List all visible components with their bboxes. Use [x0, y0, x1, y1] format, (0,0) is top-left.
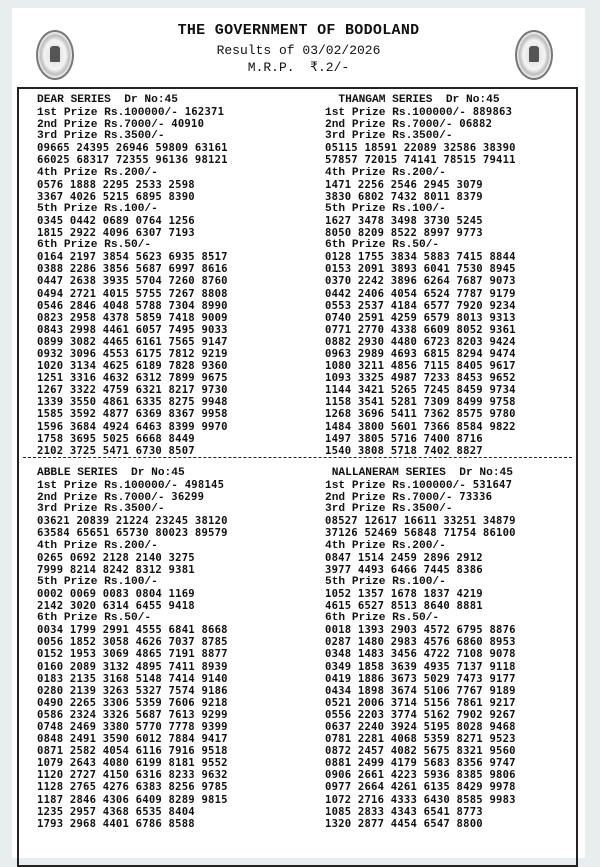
sixth-prize-numbers-row: 0128 1755 3834 5883 7415 8844 — [325, 251, 516, 264]
fifth-prize-numbers-row: 1815 2922 4096 6307 7193 — [37, 227, 195, 240]
sixth-prize-numbers-row: 0546 2846 4048 5788 7304 8990 — [37, 299, 228, 312]
fifth-prize-numbers-row: 0002 0069 0083 0804 1169 — [37, 587, 195, 600]
sixth-prize-numbers-row: 0932 3096 4553 6175 7812 9219 — [37, 347, 228, 360]
sixth-prize-numbers-row: 1596 3684 4924 6463 8399 9970 — [37, 420, 228, 433]
fifth-prize-numbers-row: 1627 3478 3498 3730 5245 — [325, 214, 483, 227]
fourth-prize-numbers-row: 1471 2256 2546 2945 3079 — [325, 178, 483, 191]
first-prize-line — [325, 106, 516, 118]
sixth-prize-numbers-row: 0152 1953 3069 4865 7191 8877 — [37, 648, 228, 661]
sixth-prize-numbers-row: 1158 3541 5281 7309 8499 9758 — [325, 396, 516, 409]
third-prize-numbers-row: 05115 18591 22089 32586 38390 — [325, 142, 516, 155]
third-prize-numbers-row: 57857 72015 74141 78515 79411 — [325, 154, 516, 167]
third-prize-numbers-row: 37126 52469 56848 71754 86100 — [325, 527, 516, 540]
sixth-prize-numbers-row: 1540 3808 5718 7402 8827 — [325, 444, 483, 457]
sixth-prize-numbers-row: 0963 2989 4693 6815 8294 9474 — [325, 347, 516, 360]
sixth-prize-numbers-row: 1079 2643 4080 6199 8181 9552 — [37, 757, 228, 770]
fifth-prize-label: 5th Prize Rs.100/- — [37, 202, 158, 215]
third-prize-numbers-row: 09665 24395 26946 59809 63161 — [37, 142, 228, 155]
second-prize-label: 2nd Prize Rs.7000/- — [37, 119, 165, 132]
sixth-prize-numbers-row: 1251 3316 4632 6312 7899 9675 — [37, 372, 228, 385]
sixth-prize-numbers-row: 1339 3550 4861 6335 8275 9948 — [37, 396, 228, 409]
sixth-prize-numbers-row: 0848 2491 3590 6012 7884 9417 — [37, 733, 228, 746]
sixth-prize-numbers-row: 1120 2727 4150 6316 8233 9632 — [37, 769, 228, 782]
sixth-prize-numbers-row: 0882 2930 4480 6723 8203 9424 — [325, 335, 516, 348]
fifth-prize-numbers-row: 1052 1357 1678 1837 4219 — [325, 587, 483, 600]
sixth-prize-numbers-row: 0348 1483 3456 4722 7108 9078 — [325, 648, 516, 661]
results-box — [17, 87, 578, 867]
series-title: ABBLE SERIES Dr No:45 — [37, 467, 185, 479]
result-date: Results of 03/02/2026 — [216, 43, 381, 58]
sixth-prize-label: 6th Prize Rs.50/- — [37, 612, 152, 625]
fifth-prize-label: 5th Prize Rs.100/- — [325, 202, 446, 215]
first-prize-label: 1st Prize Rs.100000/- — [325, 107, 466, 120]
second-prize-line — [37, 491, 228, 503]
second-prize-number: 73336 — [459, 491, 493, 504]
sixth-prize-numbers-row: 1793 2968 4401 6786 8588 — [37, 817, 195, 830]
sixth-prize-numbers-row: 0287 1480 2983 4576 6860 8953 — [325, 636, 516, 649]
third-prize-label: 3rd Prize Rs.3500/- — [37, 130, 165, 143]
sixth-prize-numbers-row: 1235 2957 4368 6535 8404 — [37, 805, 195, 818]
sixth-prize-numbers-row: 1497 3805 5716 7400 8716 — [325, 432, 483, 445]
sixth-prize-numbers-row: 0843 2998 4461 6057 7495 9033 — [37, 323, 228, 336]
sixth-prize-numbers-row: 0740 2591 4259 6579 8013 9313 — [325, 311, 516, 324]
section-divider — [23, 457, 572, 458]
sixth-prize-numbers-row: 1020 3134 4625 6189 7828 9360 — [37, 360, 228, 373]
third-prize-numbers-row: 66025 68317 72355 96136 98121 — [37, 154, 228, 167]
fourth-prize-numbers-row: 3830 6802 7432 8011 8379 — [325, 190, 483, 203]
fourth-prize-label: 4th Prize Rs.200/- — [325, 539, 446, 552]
sixth-prize-numbers-row: 0872 2457 4082 5675 8321 9560 — [325, 745, 516, 758]
fourth-prize-numbers-row: 0265 0692 2128 2140 3275 — [37, 551, 195, 564]
sixth-prize-numbers-row: 0490 2265 3306 5359 7606 9218 — [37, 696, 228, 709]
third-prize-label: 3rd Prize Rs.3500/- — [325, 503, 453, 516]
series-title: DEAR SERIES Dr No:45 — [37, 94, 178, 106]
third-prize-numbers-row: 63584 65651 65730 80023 89579 — [37, 527, 228, 540]
fifth-prize-label: 5th Prize Rs.100/- — [37, 575, 158, 588]
sixth-prize-numbers-row: 0442 2406 4054 6524 7787 9179 — [325, 287, 516, 300]
fifth-prize-numbers-row: 4615 6527 8513 8640 8881 — [325, 600, 483, 613]
sixth-prize-numbers-row: 0771 2770 4338 6609 8052 9361 — [325, 323, 516, 336]
sixth-prize-numbers-row: 0871 2582 4054 6116 7916 9518 — [37, 745, 228, 758]
second-prize-number: 40910 — [171, 118, 205, 131]
fifth-prize-numbers-row: 2142 3020 6314 6455 9418 — [37, 600, 195, 613]
sixth-prize-label: 6th Prize Rs.50/- — [37, 239, 152, 252]
sixth-prize-numbers-row: 1080 3211 4856 7115 8405 9617 — [325, 360, 516, 373]
sixth-prize-numbers-row: 1268 3696 5411 7362 8575 9780 — [325, 408, 516, 421]
series-abble — [37, 467, 228, 830]
sixth-prize-numbers-row: 0183 2135 3168 5148 7414 9140 — [37, 672, 228, 685]
mrp-price: M.R.P. ₹.2/- — [247, 60, 350, 75]
sixth-prize-numbers-row: 0906 2661 4223 5936 8385 9806 — [325, 769, 516, 782]
second-prize-line — [325, 491, 516, 503]
fourth-prize-numbers-row: 7999 8214 8242 8312 9381 — [37, 563, 195, 576]
second-prize-label: 2nd Prize Rs.7000/- — [325, 119, 453, 132]
first-prize-label: 1st Prize Rs.100000/- — [37, 480, 178, 493]
sixth-prize-numbers-row: 0419 1886 3673 5029 7473 9177 — [325, 672, 516, 685]
sixth-prize-numbers-row: 0899 3082 4465 6161 7565 9147 — [37, 335, 228, 348]
series-dear — [37, 94, 228, 457]
sixth-prize-numbers-row: 1187 2846 4306 6409 8289 9815 — [37, 793, 228, 806]
second-prize-number: 06882 — [459, 118, 493, 131]
sixth-prize-numbers-row: 1585 3592 4877 6369 8367 9958 — [37, 408, 228, 421]
sixth-prize-numbers-row: 0434 1898 3674 5106 7767 9189 — [325, 684, 516, 697]
sixth-prize-numbers-row: 0018 1393 2903 4572 6795 8876 — [325, 624, 516, 637]
fifth-prize-label: 5th Prize Rs.100/- — [325, 575, 446, 588]
sixth-prize-numbers-row: 0280 2139 3263 5327 7574 9186 — [37, 684, 228, 697]
fourth-prize-numbers-row: 0576 1888 2295 2533 2598 — [37, 178, 195, 191]
first-prize-line — [325, 479, 516, 491]
fourth-prize-numbers-row: 3977 4493 6466 7445 8386 — [325, 563, 483, 576]
fourth-prize-numbers-row: 3367 4026 5215 6895 8390 — [37, 190, 195, 203]
sixth-prize-numbers-row: 0160 2089 3132 4895 7411 8939 — [37, 660, 228, 673]
first-prize-line — [37, 479, 228, 491]
sixth-prize-numbers-row: 2102 3725 5471 6730 8507 — [37, 444, 195, 457]
sixth-prize-numbers-row: 0056 1852 3058 4626 7037 8785 — [37, 636, 228, 649]
sixth-prize-numbers-row: 1085 2833 4343 6541 8773 — [325, 805, 483, 818]
result-sheet — [12, 8, 585, 858]
sixth-prize-numbers-row: 1320 2877 4454 6547 8800 — [325, 817, 483, 830]
first-prize-number: 498145 — [184, 479, 225, 492]
series-nallaneram — [325, 467, 516, 830]
fourth-prize-label: 4th Prize Rs.200/- — [37, 539, 158, 552]
first-prize-number: 531647 — [472, 479, 513, 492]
fourth-prize-label: 4th Prize Rs.200/- — [325, 166, 446, 179]
first-prize-line — [37, 106, 228, 118]
sixth-prize-numbers-row: 0977 2664 4261 6135 8429 9978 — [325, 781, 516, 794]
sixth-prize-numbers-row: 0637 2240 3924 5195 8028 9468 — [325, 720, 516, 733]
sixth-prize-numbers-row: 0823 2958 4378 5859 7418 9009 — [37, 311, 228, 324]
sixth-prize-numbers-row: 1072 2716 4333 6430 8585 9983 — [325, 793, 516, 806]
sixth-prize-numbers-row: 0164 2197 3854 5623 6935 8517 — [37, 251, 228, 264]
third-prize-label: 3rd Prize Rs.3500/- — [37, 503, 165, 516]
sixth-prize-label: 6th Prize Rs.50/- — [325, 239, 440, 252]
third-prize-label: 3rd Prize Rs.3500/- — [325, 130, 453, 143]
sixth-prize-numbers-row: 1093 3325 4987 7233 8453 9652 — [325, 372, 516, 385]
sixth-prize-numbers-row: 0521 2006 3714 5156 7861 9217 — [325, 696, 516, 709]
first-prize-label: 1st Prize Rs.100000/- — [37, 107, 178, 120]
sixth-prize-numbers-row: 1484 3800 5601 7366 8584 9822 — [325, 420, 516, 433]
second-prize-label: 2nd Prize Rs.7000/- — [325, 492, 453, 505]
sixth-prize-numbers-row: 0153 2091 3893 6041 7530 8945 — [325, 263, 516, 276]
sixth-prize-numbers-row: 0881 2499 4179 5683 8356 9747 — [325, 757, 516, 770]
first-prize-number: 889863 — [472, 106, 513, 119]
fifth-prize-numbers-row: 8050 8209 8522 8997 9773 — [325, 227, 483, 240]
sixth-prize-numbers-row: 1128 2765 4276 6383 8256 9785 — [37, 781, 228, 794]
second-prize-number: 36299 — [171, 491, 205, 504]
second-prize-line — [325, 118, 516, 130]
sixth-prize-numbers-row: 0388 2286 3856 5687 6997 8616 — [37, 263, 228, 276]
sixth-prize-numbers-row: 1267 3322 4759 6321 8217 9730 — [37, 384, 228, 397]
third-prize-numbers-row: 08527 12617 16611 33251 34879 — [325, 515, 516, 528]
first-prize-number: 162371 — [184, 106, 225, 119]
third-prize-numbers-row: 03621 20839 21224 23245 38120 — [37, 515, 228, 528]
sixth-prize-numbers-row: 0034 1799 2991 4555 6841 8668 — [37, 624, 228, 637]
sixth-prize-numbers-row: 0556 2203 3774 5162 7902 9267 — [325, 708, 516, 721]
second-prize-line — [37, 118, 228, 130]
sixth-prize-numbers-row: 0553 2537 4184 6577 7920 9234 — [325, 299, 516, 312]
sixth-prize-numbers-row: 0349 1858 3639 4935 7137 9118 — [325, 660, 516, 673]
fourth-prize-label: 4th Prize Rs.200/- — [37, 166, 158, 179]
sixth-prize-label: 6th Prize Rs.50/- — [325, 612, 440, 625]
first-prize-label: 1st Prize Rs.100000/- — [325, 480, 466, 493]
sixth-prize-numbers-row: 1758 3695 5025 6668 8449 — [37, 432, 195, 445]
second-prize-label: 2nd Prize Rs.7000/- — [37, 492, 165, 505]
sixth-prize-numbers-row: 0781 2281 4068 5359 8271 9523 — [325, 733, 516, 746]
sixth-prize-numbers-row: 0370 2242 3896 6264 7687 9073 — [325, 275, 516, 288]
series-title: NALLANERAM SERIES Dr No:45 — [325, 467, 513, 479]
fourth-prize-numbers-row: 0847 1514 2459 2896 2912 — [325, 551, 483, 564]
fifth-prize-numbers-row: 0345 0442 0689 0764 1256 — [37, 214, 195, 227]
series-title: THANGAM SERIES Dr No:45 — [325, 94, 500, 106]
sixth-prize-numbers-row: 0586 2324 3326 5687 7613 9299 — [37, 708, 228, 721]
sixth-prize-numbers-row: 0447 2638 3935 5704 7260 8760 — [37, 275, 228, 288]
sixth-prize-numbers-row: 0748 2469 3380 5770 7778 9399 — [37, 720, 228, 733]
sixth-prize-numbers-row: 1144 3421 5265 7245 8459 9734 — [325, 384, 516, 397]
page-title: THE GOVERNMENT OF BODOLAND — [177, 22, 420, 39]
sixth-prize-numbers-row: 0494 2721 4015 5755 7267 8808 — [37, 287, 228, 300]
series-thangam — [325, 94, 516, 457]
